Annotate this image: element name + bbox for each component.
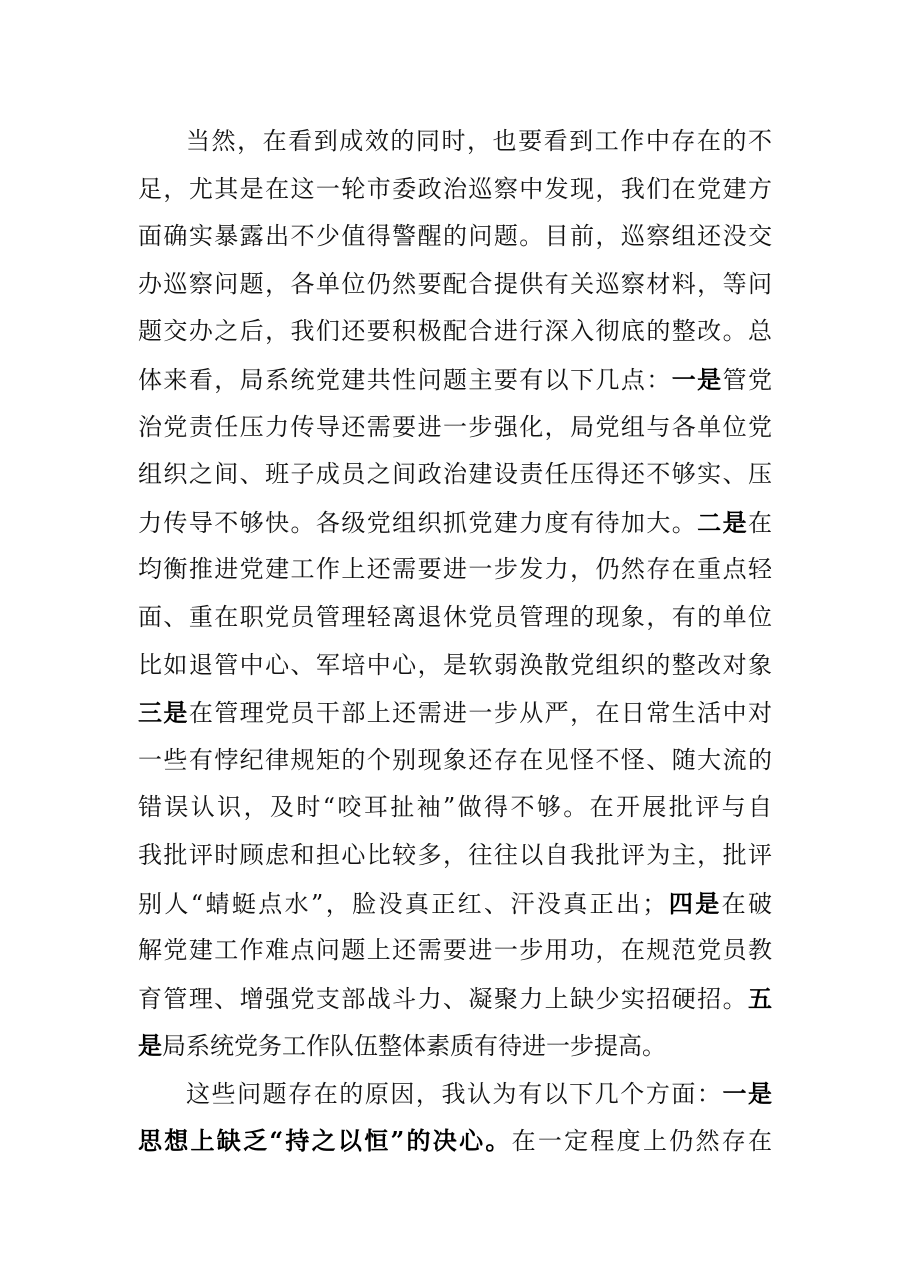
text-line: 一些有悖纪律规矩的个别现象还存在见怪不怪、随大流的 xyxy=(138,745,772,774)
bold-marker: 一是 xyxy=(722,1078,772,1108)
paragraph-1 xyxy=(138,118,772,1070)
text-line: 办巡察问题，各单位仍然要配合提供有关巡察材料，等问 xyxy=(138,269,772,298)
text-line: 足，尤其是在这一轮市委政治巡察中发现，我们在党建方 xyxy=(138,174,772,203)
bold-heading-phrase: 思想上缺乏“持之以恒”的决心。 xyxy=(138,1126,512,1156)
text-line: 育管理、增强党支部战斗力、凝聚力上缺少实招硬招。五 xyxy=(138,983,772,1013)
bold-marker: 四是 xyxy=(666,888,722,918)
text-line: 思想上缺乏“持之以恒”的决心。在一定程度上仍然存在 xyxy=(138,1126,772,1156)
text-line: 这些问题存在的原因，我认为有以下几个方面：一是 xyxy=(186,1078,772,1108)
text-line: 解党建工作难点问题上还需要进一步用功，在规范党员教 xyxy=(138,936,772,965)
text-line: 治党责任压力传导还需要进一步强化，局党组与各单位党 xyxy=(138,412,772,441)
bold-marker: 五 xyxy=(748,983,772,1013)
bold-marker: 一是 xyxy=(671,364,723,394)
text-line: 别人“蜻蜓点水”，脸没真正红、汗没真正出；四是在破 xyxy=(138,888,772,918)
bold-marker: 三是 xyxy=(138,698,189,728)
paragraph-2 xyxy=(138,1070,772,1165)
text-line: 题交办之后，我们还要积极配合进行深入彻底的整改。总 xyxy=(138,317,772,346)
text-line: 面、重在职党员管理轻离退休党员管理的现象，有的单位 xyxy=(138,602,772,631)
text-line: 力传导不够快。各级党组织抓党建力度有待加大。二是在 xyxy=(138,507,772,537)
text-line: 面确实暴露出不少值得警醒的问题。目前，巡察组还没交 xyxy=(138,222,772,251)
bold-marker: 二是 xyxy=(697,507,749,537)
text-line: 组织之间、班子成员之间政治建设责任压得还不够实、压 xyxy=(138,460,772,489)
text-line: 均衡推进党建工作上还需要进一步发力，仍然存在重点轻 xyxy=(138,555,772,584)
text-line: 我批评时顾虑和担心比较多，往往以自我批评为主，批评 xyxy=(138,840,772,869)
text-line: 是局系统党务工作队伍整体素质有待进一步提高。 xyxy=(138,1031,666,1061)
text-line: 错误认识，及时“咬耳扯袖”做得不够。在开展批评与自 xyxy=(138,793,772,822)
body-text xyxy=(138,118,772,1165)
text-line: 三是在管理党员干部上还需进一步从严，在日常生活中对 xyxy=(138,698,772,728)
text-line: 体来看，局系统党建共性问题主要有以下几点：一是管党 xyxy=(138,364,772,394)
bold-marker: 是 xyxy=(138,1031,162,1061)
text-line: 比如退管中心、军培中心，是软弱涣散党组织的整改对象 xyxy=(138,650,772,679)
text-line: 当然，在看到成效的同时，也要看到工作中存在的不 xyxy=(186,127,772,155)
